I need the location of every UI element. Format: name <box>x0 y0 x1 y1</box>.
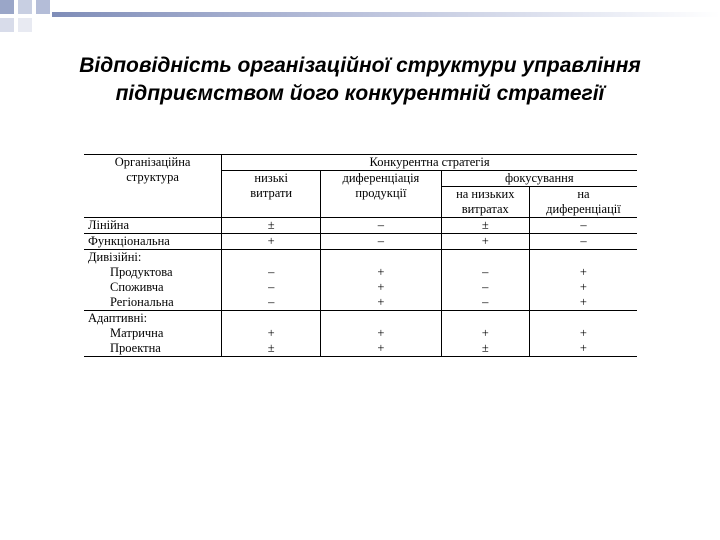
decor-square <box>0 18 14 32</box>
table-row <box>84 250 637 311</box>
header-gradient-bar <box>52 12 720 17</box>
cell-value: + <box>222 234 321 250</box>
row-group-label: Дивізійні: Продуктова Споживча Регіональна <box>84 250 222 311</box>
cell-value: + <box>441 234 529 250</box>
cell-values: + + <box>529 311 637 357</box>
header-focusing: фокусування <box>441 171 637 187</box>
header-focus-differentiation: на диференціації <box>529 187 637 218</box>
row-label: Функціональна <box>84 234 222 250</box>
cell-values: – – – <box>222 250 321 311</box>
cell-values: + ± <box>222 311 321 357</box>
header-org-structure: Організаційна структура <box>84 155 222 218</box>
header-differentiation: диференціація продукції <box>321 171 441 218</box>
slide-title-line1: Відповідність організаційної структури управління <box>79 54 641 77</box>
decor-square <box>18 0 32 14</box>
cell-value: – <box>529 234 637 250</box>
strategy-structure-table <box>84 154 637 357</box>
decor-square <box>0 0 14 14</box>
cell-values: + + + <box>321 250 441 311</box>
table-row <box>84 218 637 234</box>
cell-values: + ± <box>441 311 529 357</box>
header-focus-low-cost: на низьких витратах <box>441 187 529 218</box>
slide-title <box>0 52 720 108</box>
table-row <box>84 234 637 250</box>
cell-value: – <box>321 218 441 234</box>
cell-value: – <box>321 234 441 250</box>
decor-square <box>36 0 50 14</box>
cell-values: + + + <box>529 250 637 311</box>
header-low-cost: низькі витрати <box>222 171 321 218</box>
cell-values: + + <box>321 311 441 357</box>
row-group-label: Адаптивні: Матрична Проектна <box>84 311 222 357</box>
header-competitive-strategy: Конкурентна стратегія <box>222 155 637 171</box>
cell-value: ± <box>222 218 321 234</box>
cell-value: ± <box>441 218 529 234</box>
decor-square <box>18 18 32 32</box>
cell-value: – <box>529 218 637 234</box>
cell-values: – – – <box>441 250 529 311</box>
table-row <box>84 311 637 357</box>
slide-title-line2: підприємством його конкурентній стратегії <box>115 82 605 105</box>
row-label: Лінійна <box>84 218 222 234</box>
